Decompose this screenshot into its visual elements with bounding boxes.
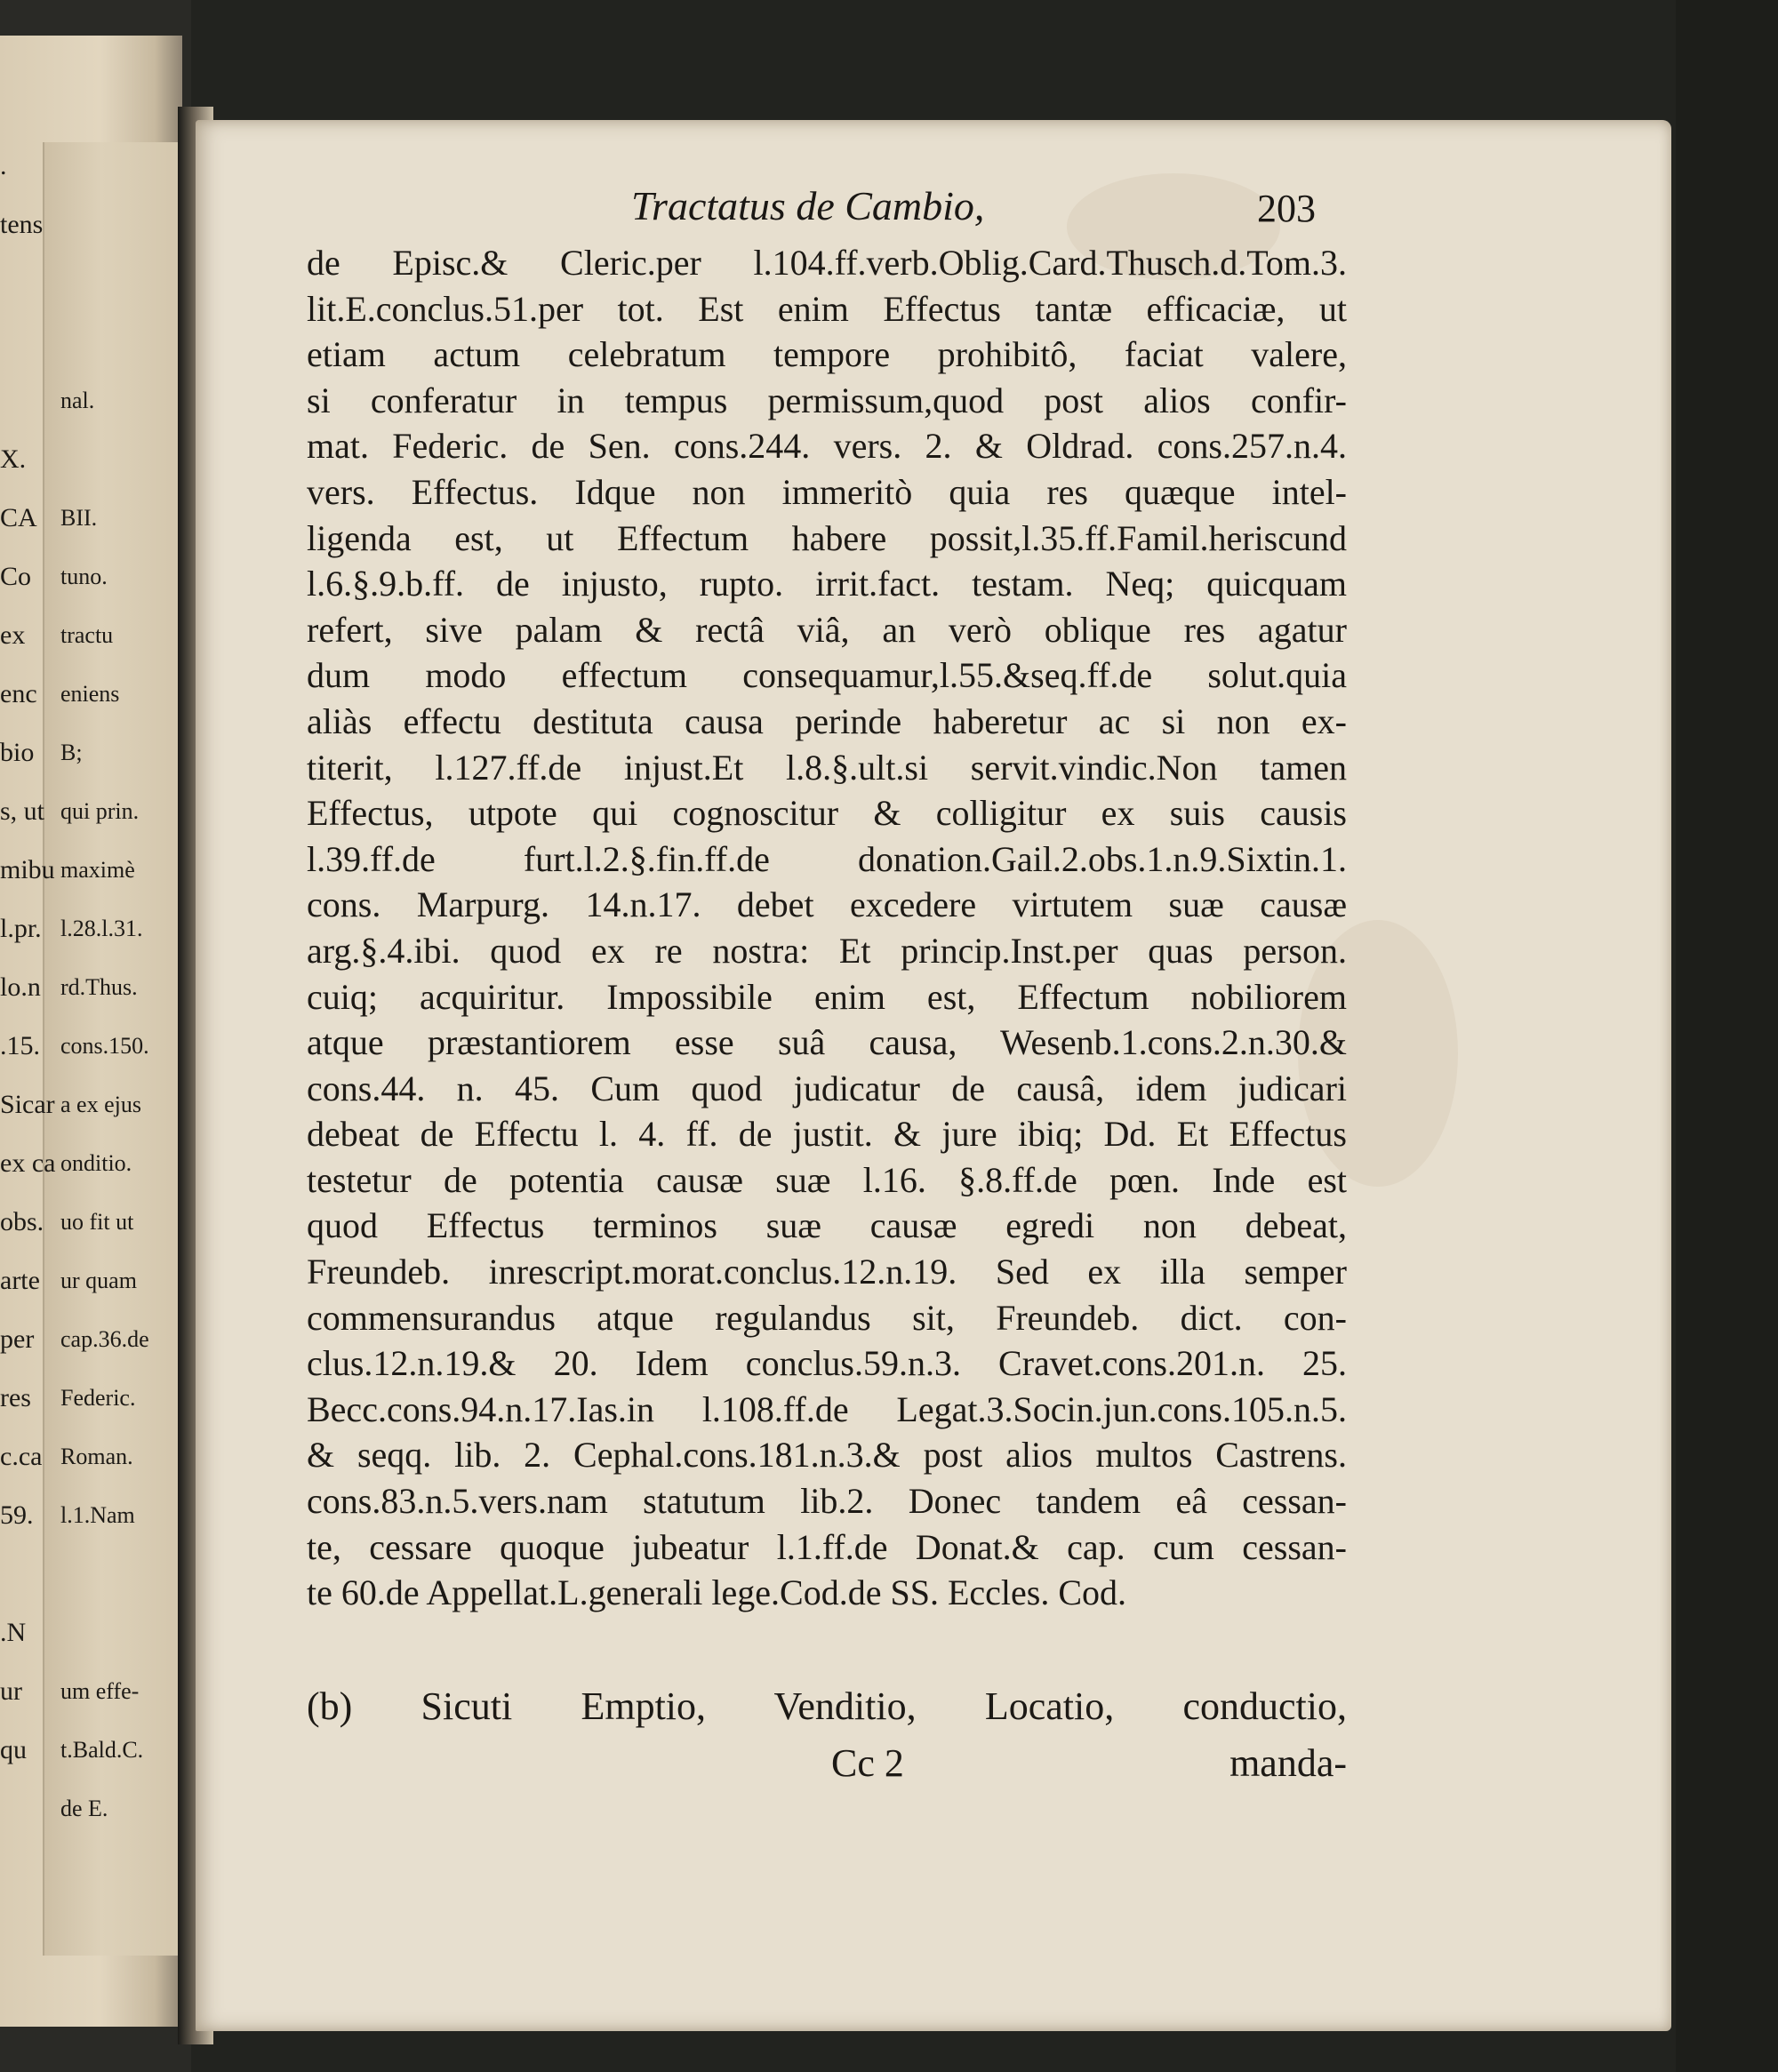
text-line: atque præstantiorem esse suâ causa, Wesenb.1.cons.2.n.30.& <box>307 1022 1347 1063</box>
previous-page-fragment-right: um effe- <box>60 1678 140 1704</box>
text-line: cons.44. n. 45. Cum quod judicatur de causâ, idem judicari <box>307 1068 1347 1108</box>
previous-page-fragment-right: de E. <box>60 1796 108 1821</box>
previous-page-fragment-right: t.Bald.C. <box>60 1737 144 1763</box>
previous-page-fragment-left: ex ca <box>0 1148 56 1178</box>
previous-page-fragment-right: B; <box>60 740 83 765</box>
previous-page-fragment-left: Co <box>0 562 32 591</box>
text-line: de Episc.& Cleric.per l.104.ff.verb.Oblig.Card.Thusch.d.Tom.3. <box>307 243 1347 283</box>
previous-page-fragment-right: maximè <box>60 857 135 883</box>
previous-page-fragment-right: l.1.Nam <box>60 1502 135 1528</box>
text-line: testetur de potentia causæ suæ l.16. §.8.ff.de pœn. Inde est <box>307 1159 1347 1200</box>
text-line: commensurandus atque regulandus sit, Freundeb. dict. con- <box>307 1297 1347 1338</box>
text-line: Becc.cons.94.n.17.Ias.in l.108.ff.de Legat.3.Socin.jun.cons.105.n.5. <box>307 1388 1347 1429</box>
previous-page-fragment-right: Federic. <box>60 1385 136 1411</box>
text-line: refert, sive palam & rectâ viâ, an verò oblique res agatur <box>307 609 1347 650</box>
previous-page-fragment-left: . <box>0 151 7 180</box>
previous-page-fragment-left: bio <box>0 738 35 767</box>
previous-page-fragment-right: rd.Thus. <box>60 974 138 1000</box>
text-line: te, cessare quoque jubeatur l.1.ff.de Donat.& cap. cum cessan- <box>307 1526 1347 1567</box>
previous-page-fragment-left: X. <box>0 444 27 474</box>
text-line: lit.E.conclus.51.per tot. Est enim Effectus tantæ efficaciæ, ut <box>307 288 1347 329</box>
text-line: & seqq. lib. 2. Cephal.cons.181.n.3.& post alios multos Castrens. <box>307 1435 1347 1476</box>
catchword: manda- <box>1229 1741 1347 1785</box>
previous-page-edge <box>0 36 182 2027</box>
text-line: dum modo effectum consequamur,l.55.&seq.ff.de solut.quia <box>307 655 1347 696</box>
previous-page-fragment-left: c.ca <box>0 1442 43 1471</box>
text-line: mat. Federic. de Sen. cons.244. vers. 2. & Oldrad. cons.257.n.4. <box>307 426 1347 467</box>
background-right <box>1676 0 1778 2072</box>
previous-page-fragment-left: enc <box>0 679 37 708</box>
text-line: cuiq; acquiritur. Impossibile enim est, Effectum nobiliorem <box>307 976 1347 1017</box>
text-line: quod Effectus terminos suæ causæ egredi non debeat, <box>307 1205 1347 1246</box>
text-line: vers. Effectus. Idque non immeritò quia res quæque intel- <box>307 471 1347 512</box>
page-footer <box>307 1739 1347 1788</box>
running-head: Tractatus de Cambio, <box>631 183 985 228</box>
previous-page-fragment-right: cap.36.de <box>60 1326 149 1352</box>
previous-page-fragment-right: qui prin. <box>60 798 140 824</box>
page-header <box>569 182 1316 236</box>
previous-page-fragment-left: arte <box>0 1266 40 1295</box>
previous-page-fragment-left: res <box>0 1383 31 1412</box>
previous-page-fragment-right: ur quam <box>60 1268 137 1293</box>
previous-page-fragment-left: Sicar <box>0 1090 55 1119</box>
previous-page-fragment-right: a ex ejus <box>60 1092 141 1117</box>
previous-page-fragment-right: nal. <box>60 388 95 413</box>
previous-page-fragment-left: .15. <box>0 1031 40 1060</box>
previous-page-fragment-left: tens <box>0 210 44 239</box>
previous-page-fragment-left: qu <box>0 1735 27 1764</box>
text-line: Effectus, utpote qui cognoscitur & colligitur ex suis causis <box>307 793 1347 834</box>
previous-page-fragment-right: eniens <box>60 681 120 707</box>
previous-page-fragment-right: onditio. <box>60 1150 132 1176</box>
previous-page-fragment-right: BII. <box>60 505 98 531</box>
previous-page-fragment-left: s, ut <box>0 796 45 826</box>
text-line: l.6.§.9.b.ff. de injusto, rupto. irrit.fact. testam. Neq; quicquam <box>307 564 1347 604</box>
text-line: Freundeb. inrescript.morat.conclus.12.n.19. Sed ex illa semper <box>307 1252 1347 1292</box>
body-text <box>307 240 1347 1616</box>
text-line: l.39.ff.de furt.l.2.§.fin.ff.de donation.Gail.2.obs.1.n.9.Sixtin.1. <box>307 838 1347 879</box>
text-line: clus.12.n.19.& 20. Idem conclus.59.n.3. Cravet.cons.201.n. 25. <box>307 1343 1347 1384</box>
text-line: si conferatur in tempus permissum,quod post alios confir- <box>307 380 1347 420</box>
previous-page-fragment-left: l.pr. <box>0 914 42 943</box>
text-line: titerit, l.127.ff.de injust.Et l.8.§.ult.si servit.vindic.Non tamen <box>307 747 1347 788</box>
previous-page-fragment-left: ex <box>0 620 26 650</box>
previous-page-fragment-right: l.28.l.31. <box>60 916 143 941</box>
previous-page-fragment-right: uo fit ut <box>60 1209 134 1235</box>
previous-page-fragment-left: lo.n <box>0 972 41 1002</box>
previous-page-fragment-left: mibu <box>0 855 55 884</box>
page-number: 203 <box>1257 187 1316 230</box>
previous-page-fragment-right: tractu <box>60 622 114 648</box>
previous-page-fragment-left: CA <box>0 503 37 532</box>
previous-page-fragment-left: ur <box>0 1676 22 1706</box>
text-line: debeat de Effectu l. 4. ff. de justit. & jure ibiq; Dd. Et Effectus <box>307 1114 1347 1155</box>
previous-page-fragment-left: obs. <box>0 1207 44 1236</box>
text-line: ligenda est, ut Effectum habere possit,l.35.ff.Famil.heriscund <box>307 517 1347 558</box>
previous-page-fragment-left: 59. <box>0 1500 34 1530</box>
text-line: cons. Marpurg. 14.n.17. debet excedere virtutem suæ causæ <box>307 884 1347 925</box>
text-line: arg.§.4.ibi. quod ex re nostra: Et princip.Inst.per quas person. <box>307 930 1347 971</box>
text-line: te 60.de Appellat.L.generali lege.Cod.de SS. Eccles. Cod. <box>307 1572 1126 1613</box>
previous-page-fragment-right: cons.150. <box>60 1033 149 1059</box>
text-line: etiam actum celebratum tempore prohibitô, faciat valere, <box>307 334 1347 375</box>
previous-page-fragment-right: Roman. <box>60 1444 133 1469</box>
previous-page-fragment-right: tuno. <box>60 564 108 589</box>
previous-page-fragment-left: .N <box>0 1618 27 1647</box>
previous-page-fragment-left: per <box>0 1324 35 1354</box>
text-line: cons.83.n.5.vers.nam statutum lib.2. Donec tandem eâ cessan- <box>307 1481 1347 1522</box>
footnote-line: (b) Sicuti Emptio, Venditio, Locatio, conductio, <box>307 1684 1347 1728</box>
text-line: aliàs effectu destituta causa perinde haberetur ac si non ex- <box>307 700 1347 741</box>
signature-mark: Cc 2 <box>831 1741 904 1785</box>
